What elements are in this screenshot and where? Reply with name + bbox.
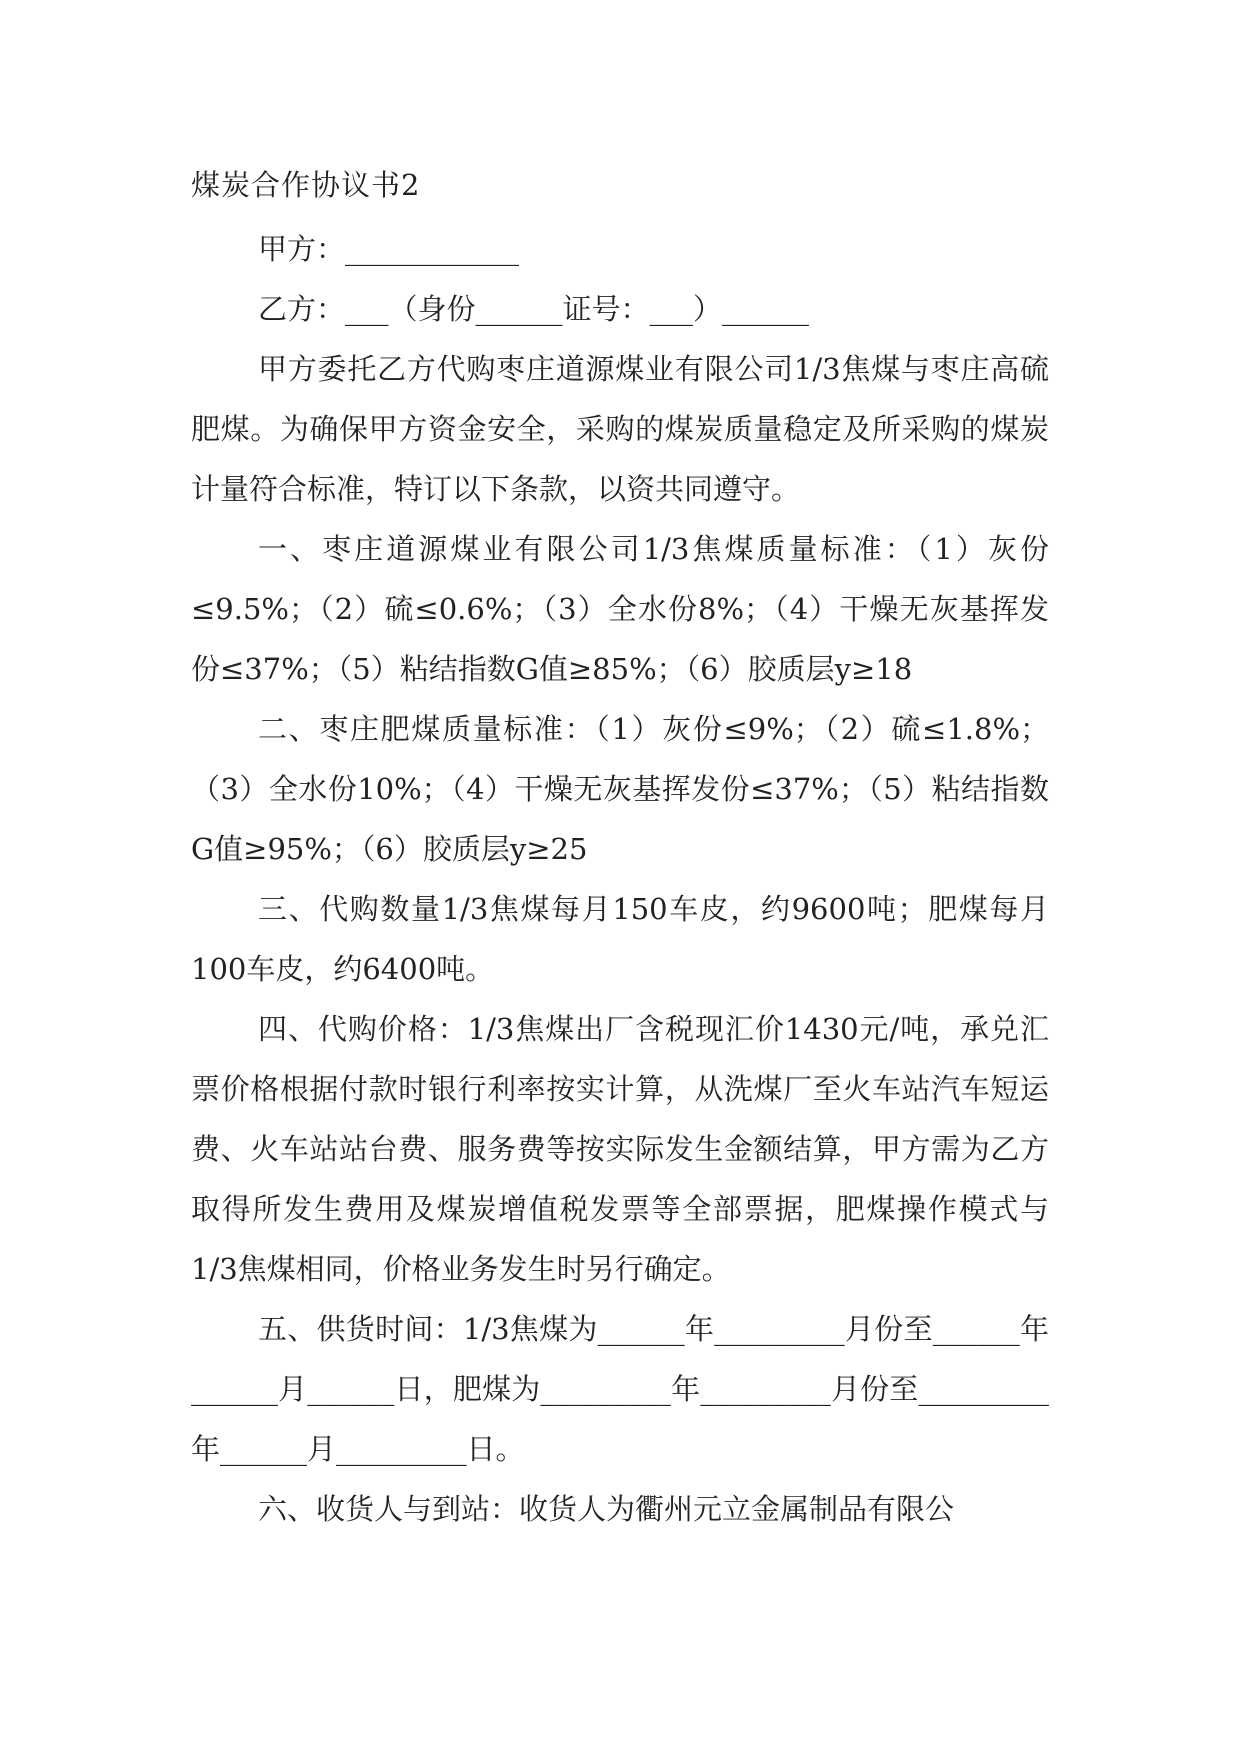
clause-1-paragraph: 一、枣庄道源煤业有限公司1/3焦煤质量标准：（1）灰份≤9.5%；（2）硫≤0.6%；（3）全水份8%；（4）干燥无灰基挥发份≤37%；（5）粘结指数G值≥85%；（6）胶质层y≥18 (191, 532, 1049, 686)
clause-5-paragraph: 五、供货时间：1/3焦煤为______年_________月份至______年______月______日，肥煤为_________年_________月份至_________年______月_________日。 (191, 1312, 1049, 1466)
document-title: 煤炭合作协议书2 (191, 168, 421, 202)
preamble-paragraph: 甲方委托乙方代购枣庄道源煤业有限公司1/3焦煤与枣庄高硫肥煤。为确保甲方资金安全，采购的煤炭质量稳定及所采购的煤炭计量符合标准，特订以下条款，以资共同遵守。 (191, 352, 1049, 506)
clause-4-paragraph: 四、代购价格：1/3焦煤出厂含税现汇价1430元/吨，承兑汇票价格根据付款时银行利率按实计算，从洗煤厂至火车站汽车短运费、火车站站台费、服务费等按实际发生金额结算，甲方需为乙方取得所发生费用及煤炭增值税发票等全部票据，肥煤操作模式与1/3焦煤相同，价格业务发生时另行确定。 (191, 1012, 1049, 1286)
party-b-line: 乙方：___（身份______证号：___）______ (258, 292, 810, 326)
party-a-line: 甲方：____________ (258, 232, 520, 266)
clause-2-paragraph: 二、枣庄肥煤质量标准：（1）灰份≤9%；（2）硫≤1.8%；（3）全水份10%；（4）干燥无灰基挥发份≤37%；（5）粘结指数G值≥95%；（6）胶质层y≥25 (191, 712, 1049, 866)
document-body (191, 219, 1049, 1539)
clause-6-paragraph: 六、收货人与到站：收货人为衢州元立金属制品有限公 (258, 1492, 955, 1526)
clause-3-paragraph: 三、代购数量1/3焦煤每月150车皮，约9600吨；肥煤每月100车皮，约6400吨。 (191, 892, 1049, 986)
